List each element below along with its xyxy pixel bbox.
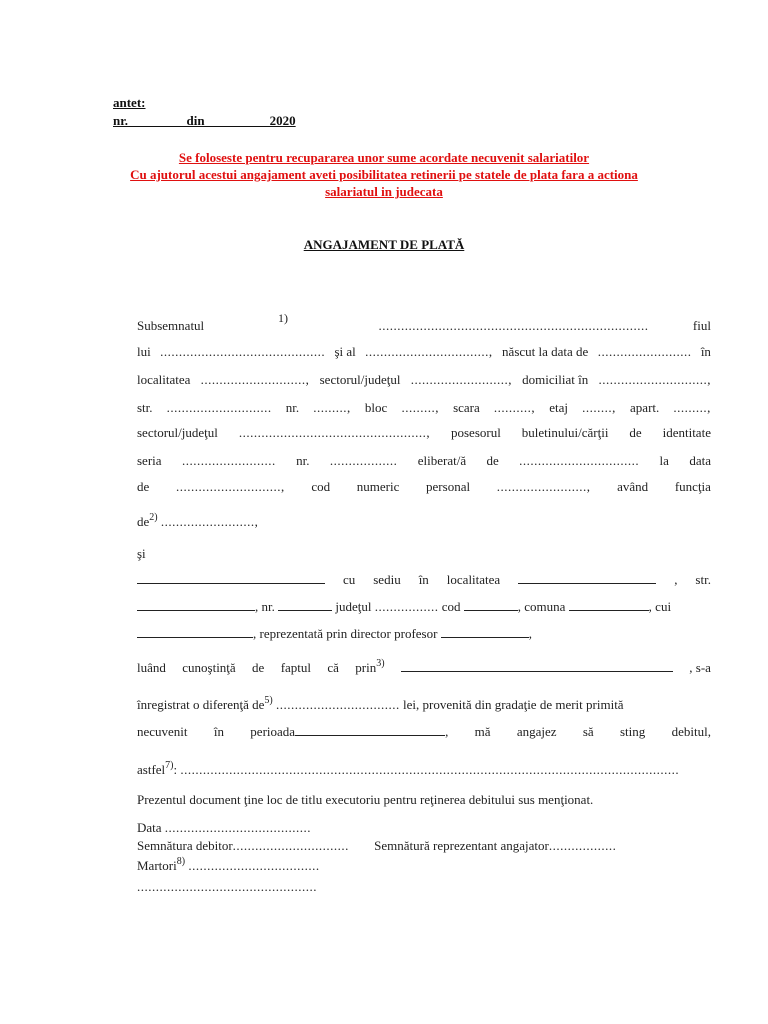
notice-line-3: salariatul in judecata bbox=[325, 184, 443, 199]
text-ca: că bbox=[327, 660, 339, 675]
period-field[interactable] bbox=[295, 724, 445, 736]
line-diferenta bbox=[137, 697, 711, 715]
text-localitatea-2: localitatea bbox=[446, 572, 501, 587]
line-luand bbox=[137, 660, 711, 678]
text-in-2: în bbox=[418, 572, 429, 587]
text-posesorul: posesorul bbox=[451, 425, 501, 440]
text-de-2: de bbox=[486, 453, 499, 468]
employer-commune-field[interactable] bbox=[569, 599, 649, 611]
text-de: de bbox=[629, 425, 642, 440]
footnote-2: 2) bbox=[149, 512, 158, 523]
text-nr-3: , nr. bbox=[255, 599, 275, 614]
apartment-field[interactable]: ........., bbox=[673, 400, 711, 415]
text-nr-2: nr. bbox=[296, 453, 310, 468]
line-lui bbox=[137, 344, 711, 360]
birth-locality-field[interactable]: ............................, bbox=[200, 372, 310, 387]
text-cod: cod bbox=[311, 479, 331, 494]
domicile-county-field[interactable]: .................................................., bbox=[238, 425, 431, 440]
footnote-5: 5) bbox=[264, 695, 273, 706]
text-cui: cui bbox=[655, 599, 672, 614]
date-field[interactable]: ....................................... bbox=[164, 820, 312, 835]
footnote-8: 8) bbox=[176, 856, 186, 867]
issue-date-field[interactable]: ............................, bbox=[175, 479, 285, 494]
text-la: la bbox=[659, 453, 669, 468]
text-localitatea: localitatea bbox=[137, 372, 191, 387]
line-necuvenit: necuvenit în perioada , mă angajez să sting debitul, bbox=[137, 724, 711, 739]
text-sa: să bbox=[582, 724, 594, 739]
text-comuna: , comuna bbox=[517, 599, 566, 614]
line-employer: cu sediu în localitatea , str. bbox=[137, 572, 711, 588]
employer-cui-field[interactable] bbox=[137, 626, 253, 638]
line-cnp bbox=[137, 479, 711, 495]
employer-name-field[interactable] bbox=[137, 572, 325, 584]
line-data bbox=[137, 820, 711, 836]
text-necuvenit: necuvenit bbox=[137, 724, 188, 739]
text-sector-2: sectorul/judeţul bbox=[137, 425, 218, 440]
text-reprezentata: , reprezentată prin director profesor bbox=[253, 626, 438, 641]
text-si: şi bbox=[137, 546, 146, 561]
line-str bbox=[137, 400, 711, 416]
witness-1-field[interactable]: ................................... bbox=[188, 858, 320, 873]
birth-date-field[interactable]: ......................... bbox=[597, 344, 692, 359]
text-prezentul: Prezentul document ţine loc de titlu executoriu pentru reţinerea debitului sus menţionat. bbox=[137, 792, 594, 807]
text-scara: scara bbox=[453, 400, 480, 415]
text-buletinului: buletinului/cărţii bbox=[521, 425, 609, 440]
text-nr: nr. bbox=[285, 400, 300, 415]
employer-locality-field[interactable] bbox=[518, 572, 656, 584]
floor-field[interactable]: ........, bbox=[582, 400, 616, 415]
line-subsemnatul bbox=[137, 318, 711, 334]
footnote-7: 7) bbox=[165, 760, 174, 771]
text-in: în bbox=[700, 344, 711, 359]
text-domiciliat: domiciliat în bbox=[522, 372, 589, 387]
text-semnatura-angajator: Semnătură reprezentant angajator bbox=[374, 838, 549, 853]
text-fiul: fiul bbox=[692, 318, 711, 333]
witness-2-field[interactable]: ................................................ bbox=[137, 879, 317, 894]
text-bloc: bloc bbox=[364, 400, 388, 415]
text-si-al: şi al bbox=[334, 344, 356, 359]
line-astfel bbox=[137, 762, 711, 780]
repayment-method-field[interactable]: ..................................................................................................................................... bbox=[180, 762, 680, 777]
text-numeric: numeric bbox=[356, 479, 400, 494]
text-cod-2: cod bbox=[441, 599, 461, 614]
antet-label: antet: bbox=[113, 95, 146, 110]
issued-by-field[interactable]: ................................ bbox=[519, 453, 640, 468]
director-name-field[interactable] bbox=[441, 626, 529, 638]
text-judetul: judeţul bbox=[335, 599, 372, 614]
line-employer-address: , nr. judeţul ................. cod , comuna , cui bbox=[137, 599, 711, 615]
text-data-label: Data bbox=[137, 820, 162, 835]
text-prin: prin bbox=[355, 660, 377, 675]
text-de-fn: de bbox=[137, 514, 150, 529]
text-str-2: str. bbox=[695, 572, 711, 587]
text-de-3: de bbox=[137, 479, 150, 494]
id-number-field[interactable]: .................. bbox=[329, 453, 398, 468]
block-field[interactable]: ........., bbox=[401, 400, 439, 415]
line-martori-2 bbox=[137, 879, 711, 895]
text-subsemnatul: Subsemnatul bbox=[137, 318, 205, 333]
line-martori bbox=[137, 858, 711, 876]
text-semnatura-debitor: Semnătura debitor bbox=[137, 838, 233, 853]
stair-field[interactable]: .........., bbox=[493, 400, 536, 415]
text-identitate: identitate bbox=[662, 425, 711, 440]
text-debitul: debitul, bbox=[671, 724, 711, 739]
text-sting: sting bbox=[620, 724, 646, 739]
text-eliberat: eliberat/ă bbox=[417, 453, 467, 468]
name-field[interactable]: ........................................................................ bbox=[378, 318, 649, 333]
father-name-field[interactable]: ............................................ bbox=[160, 344, 326, 359]
text-lei-rest: lei, provenită din gradaţie de merit primită bbox=[403, 697, 624, 712]
function-field[interactable]: ........................., bbox=[160, 514, 259, 529]
text-etaj: etaj bbox=[549, 400, 569, 415]
line-prezentul bbox=[137, 792, 711, 808]
mother-name-field[interactable]: ................................., bbox=[365, 344, 493, 359]
text-apart: apart. bbox=[630, 400, 660, 415]
text-luand: luând bbox=[137, 660, 166, 675]
line-si bbox=[137, 546, 711, 562]
notice-line-2: Cu ajutorul acestui angajament aveti posibilitatea retinerii pe statele de plata fara a actiona bbox=[130, 167, 638, 182]
employer-street-field[interactable] bbox=[137, 599, 255, 611]
text-nascut: născut la data de bbox=[502, 344, 589, 359]
domicile-field[interactable]: ............................., bbox=[598, 372, 711, 387]
text-str: str. bbox=[137, 400, 153, 415]
amount-field[interactable]: ................................. bbox=[276, 697, 400, 712]
text-avand: având bbox=[617, 479, 649, 494]
footnote-1: 1) bbox=[278, 311, 288, 325]
line-seria bbox=[137, 453, 711, 469]
notice-line-1: Se foloseste pentru recupararea unor sume acordate necuvenit salariatilor bbox=[178, 150, 590, 165]
text-data: data bbox=[689, 453, 711, 468]
text-seria: seria bbox=[137, 453, 162, 468]
text-sector: sectorul/judeţul bbox=[319, 372, 401, 387]
cnp-field[interactable]: ........................, bbox=[496, 479, 591, 494]
text-in-3: în bbox=[213, 724, 224, 739]
document-reference-field[interactable] bbox=[401, 660, 673, 672]
text-colon: : bbox=[173, 762, 178, 777]
text-sediu: sediu bbox=[373, 572, 401, 587]
footnote-3: 3) bbox=[376, 658, 385, 669]
street-field[interactable]: ............................ bbox=[166, 400, 272, 415]
number-field[interactable]: ........., bbox=[313, 400, 351, 415]
nr-din-line: nr._________din__________2020 bbox=[113, 113, 296, 128]
text-functia: funcţia bbox=[674, 479, 711, 494]
text-angajez: angajez bbox=[516, 724, 557, 739]
employer-postal-code-field[interactable] bbox=[464, 599, 518, 611]
line-functia bbox=[137, 514, 711, 532]
employer-number-field[interactable] bbox=[278, 599, 332, 611]
text-martori: Martori bbox=[137, 858, 177, 873]
line-sector-posesor bbox=[137, 425, 711, 441]
text-ma: mă bbox=[474, 724, 491, 739]
line-localitatea bbox=[137, 372, 711, 388]
debtor-signature-field[interactable]: ............................... bbox=[232, 838, 349, 853]
birth-county-field[interactable]: .........................., bbox=[410, 372, 512, 387]
line-representative: , reprezentată prin director profesor , bbox=[137, 626, 711, 642]
text-perioada: perioada bbox=[250, 724, 296, 739]
text-faptul: faptul bbox=[280, 660, 312, 675]
employer-signature-field[interactable]: .................. bbox=[548, 838, 617, 853]
text-inregistrat: înregistrat o diferenţă de bbox=[137, 697, 265, 712]
text-cu: cu bbox=[342, 572, 356, 587]
text-s-a: , s-a bbox=[689, 660, 711, 675]
text-personal: personal bbox=[426, 479, 471, 494]
document-title: ANGAJAMENT DE PLATĂ bbox=[303, 237, 465, 252]
line-signatures bbox=[137, 838, 711, 854]
text-lui: lui bbox=[137, 344, 151, 359]
id-series-field[interactable]: ......................... bbox=[181, 453, 276, 468]
text-astfel: astfel bbox=[137, 762, 166, 777]
text-cunostinta: cunoştinţă bbox=[182, 660, 236, 675]
employer-county-field[interactable]: ................. bbox=[374, 599, 439, 614]
text-de-4: de bbox=[252, 660, 265, 675]
